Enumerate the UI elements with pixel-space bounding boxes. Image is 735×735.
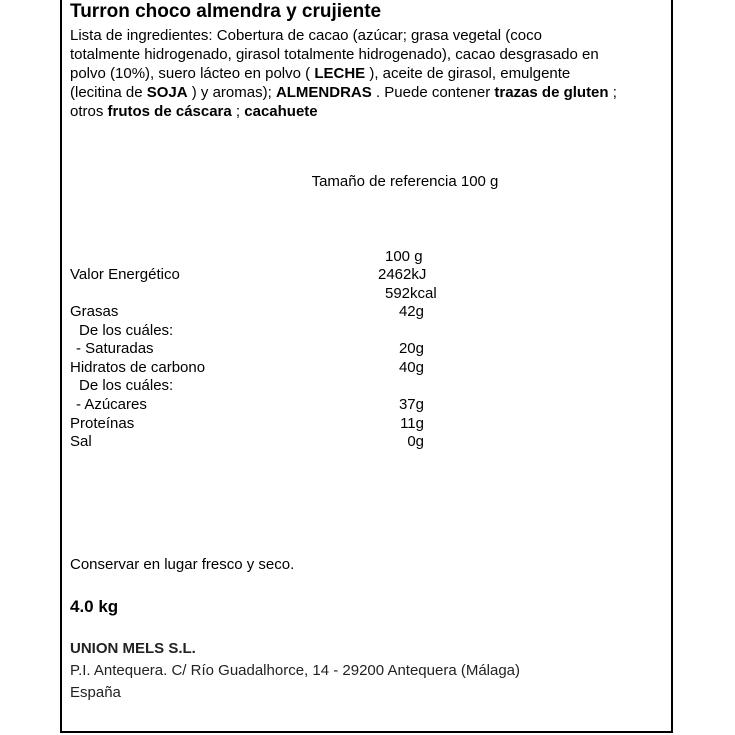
ingredients-line <box>70 83 670 102</box>
ingredients-line <box>70 26 670 45</box>
energy-kj-value: 2462kJ <box>378 266 427 283</box>
allergen-text: LECHE <box>314 65 366 82</box>
protein-label: Proteínas <box>70 415 135 432</box>
company-country: España <box>70 684 121 701</box>
product-title: Turron choco almendra y crujiente <box>70 1 382 22</box>
saturated-value: 20g <box>398 340 424 357</box>
allergen-text: SOJA <box>146 84 188 101</box>
salt-value: 0g <box>407 433 424 450</box>
ingredient-text: otros <box>70 103 108 120</box>
salt-label: Sal <box>70 433 92 450</box>
ingredient-text: ; <box>231 103 245 120</box>
company-name: UNION MELS S.L. <box>70 640 196 657</box>
ingredient-text: . Puede contener <box>371 84 495 101</box>
saturated-label: - Saturadas <box>76 340 154 357</box>
ingredient-text: ) y aromas); <box>187 84 276 101</box>
fat-value: 42g <box>398 303 424 320</box>
allergen-text: ALMENDRAS <box>275 84 372 101</box>
ingredients-line <box>70 45 670 64</box>
carbs-of-which-label: De los cuáles: <box>79 377 174 394</box>
fat-label: Grasas <box>70 303 119 320</box>
energy-kcal-value: 592kcal <box>385 285 437 302</box>
sugars-label: - Azúcares <box>76 396 147 413</box>
ingredient-text: Lista de ingredientes: Cobertura de cacao (azúcar; grasa vegetal (coco <box>70 27 542 44</box>
ingredient-text: polvo (10%), suero lácteo en polvo ( <box>70 65 315 82</box>
company-address: P.I. Antequera. C/ Río Guadalhorce, 14 - 29200 Antequera (Málaga) <box>70 662 521 679</box>
storage-instructions: Conservar en lugar fresco y seco. <box>70 556 295 573</box>
allergen-text: cacahuete <box>244 103 318 120</box>
reference-size: Tamaño de referencia 100 g <box>311 173 499 190</box>
fat-of-which-label: De los cuáles: <box>79 322 174 339</box>
ingredients-line <box>70 64 670 83</box>
ingredients-line <box>70 102 670 121</box>
protein-value: 11g <box>400 415 424 432</box>
ingredient-text: totalmente hidrogenado, girasol totalmente hidrogenado), cacao desgrasado en <box>70 46 599 63</box>
nutrition-column-header: 100 g <box>385 248 423 265</box>
net-weight: 4.0 kg <box>70 597 119 616</box>
ingredient-text: (lecitina de <box>70 84 147 101</box>
carbs-label: Hidratos de carbono <box>70 359 206 376</box>
allergen-text: frutos de cáscara <box>107 103 232 120</box>
allergen-text: trazas de gluten <box>494 84 609 101</box>
ingredient-text: ), aceite de girasol, emulgente <box>365 65 571 82</box>
sugars-value: 37g <box>398 396 424 413</box>
ingredients-list <box>70 26 670 121</box>
ingredient-text: ; <box>608 84 617 101</box>
energy-label: Valor Energético <box>70 266 180 283</box>
carbs-value: 40g <box>398 359 424 376</box>
